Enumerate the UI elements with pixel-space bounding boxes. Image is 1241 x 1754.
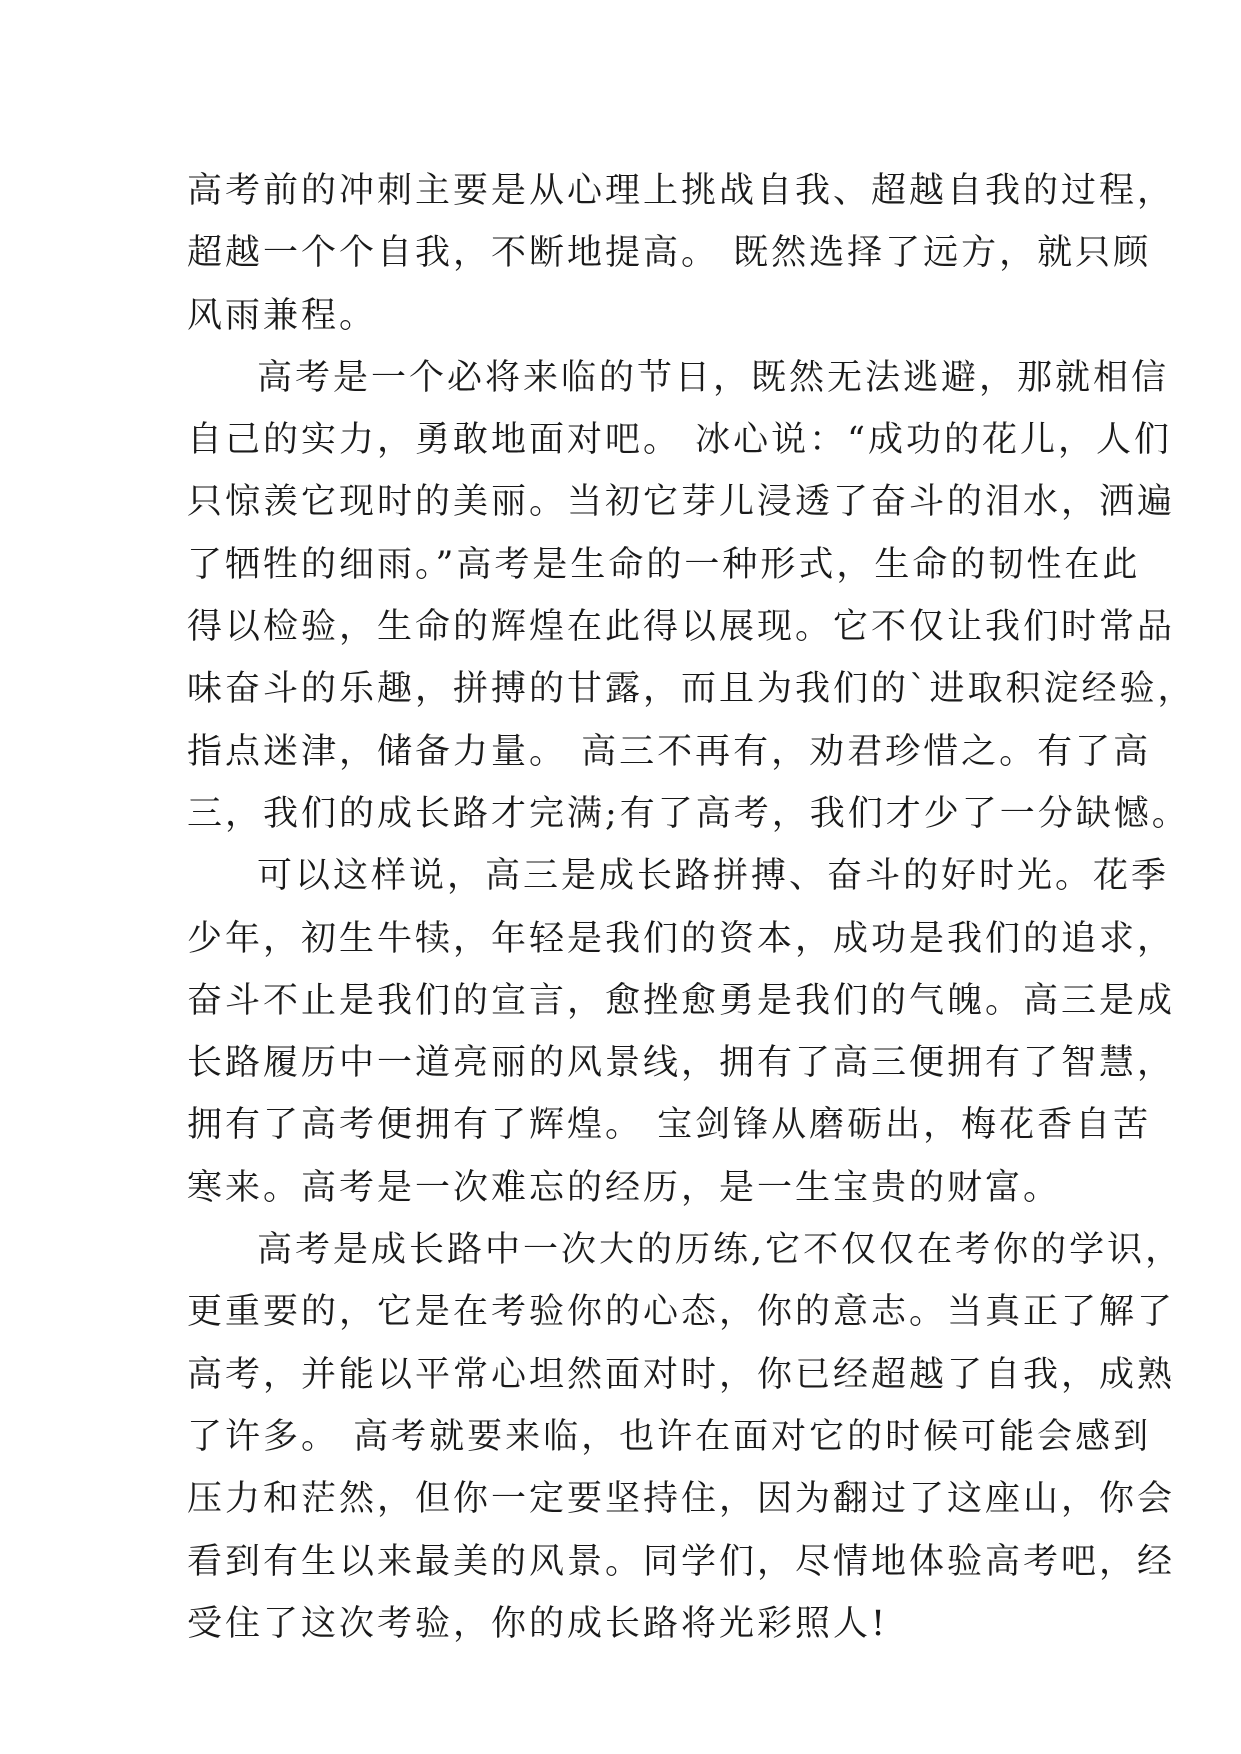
document-body	[187, 160, 1196, 1655]
text-line: 压力和茫然，但你一定要坚持住，因为翻过了这座山，你会	[187, 1479, 1176, 1520]
paragraph-first-line: 可以这样说，高三是成长路拼搏、奋斗的好时光。花季	[257, 856, 1170, 897]
text-line: 少年，初生牛犊，年轻是我们的资本，成功是我们的追求，	[187, 918, 1176, 959]
text-line: 风雨兼程。	[187, 295, 378, 336]
text-line: 高考前的冲刺主要是从心理上挑战自我、超越自我的过程，	[187, 171, 1176, 211]
text-line: 高考，并能以平常心坦然面对时，你已经超越了自我，成熟	[187, 1354, 1176, 1395]
text-line: 拥有了高考便拥有了辉煌。 宝剑锋从磨砺出，梅花香自苦	[187, 1105, 1152, 1146]
text-line: 看到有生以来最美的风景。同学们，尽情地体验高考吧，经	[187, 1541, 1176, 1582]
text-line: 寒来。高考是一次难忘的经历，是一生宝贵的财富。	[187, 1167, 1062, 1208]
text-line: 了许多。 高考就要来临，也许在面对它的时候可能会感到	[187, 1416, 1152, 1457]
text-line: 受住了这次考验，你的成长路将光彩照人!	[187, 1603, 889, 1644]
text-line: 了牺牲的细雨。”高考是生命的一种形式，生命的韧性在此	[187, 544, 1141, 585]
paragraph-first-line: 高考是一个必将来临的节日，既然无法逃避，那就相信	[257, 357, 1170, 398]
text-line: 味奋斗的乐趣，拼搏的甘露，而且为我们的`进取积淀经验，	[187, 669, 1196, 710]
text-line: 指点迷津，储备力量。 高三不再有，劝君珍惜之。有了高	[187, 731, 1152, 772]
text-line: 更重要的，它是在考验你的心态，你的意志。当真正了解了	[187, 1292, 1176, 1333]
text-line: 长路履历中一道亮丽的风景线，拥有了高三便拥有了智慧，	[187, 1043, 1176, 1084]
text-line: 自己的实力，勇敢地面对吧。 冰心说：“成功的花儿，人们	[187, 420, 1173, 461]
paragraph-first-line: 高考是成长路中一次大的历练,它不仅仅在考你的学识，	[257, 1230, 1184, 1271]
text-line: 只惊羡它现时的美丽。当初它芽儿浸透了奋斗的泪水，洒遍	[187, 482, 1176, 523]
text-line: 奋斗不止是我们的宣言，愈挫愈勇是我们的气魄。高三是成	[187, 980, 1176, 1021]
text-line: 三，我们的成长路才完满;有了高考，我们才少了一分缺憾。	[187, 793, 1190, 834]
text-line: 超越一个个自我，不断地提高。 既然选择了远方，就只顾	[187, 233, 1152, 274]
text-line: 得以检验，生命的辉煌在此得以展现。它不仅让我们时常品	[187, 607, 1176, 648]
